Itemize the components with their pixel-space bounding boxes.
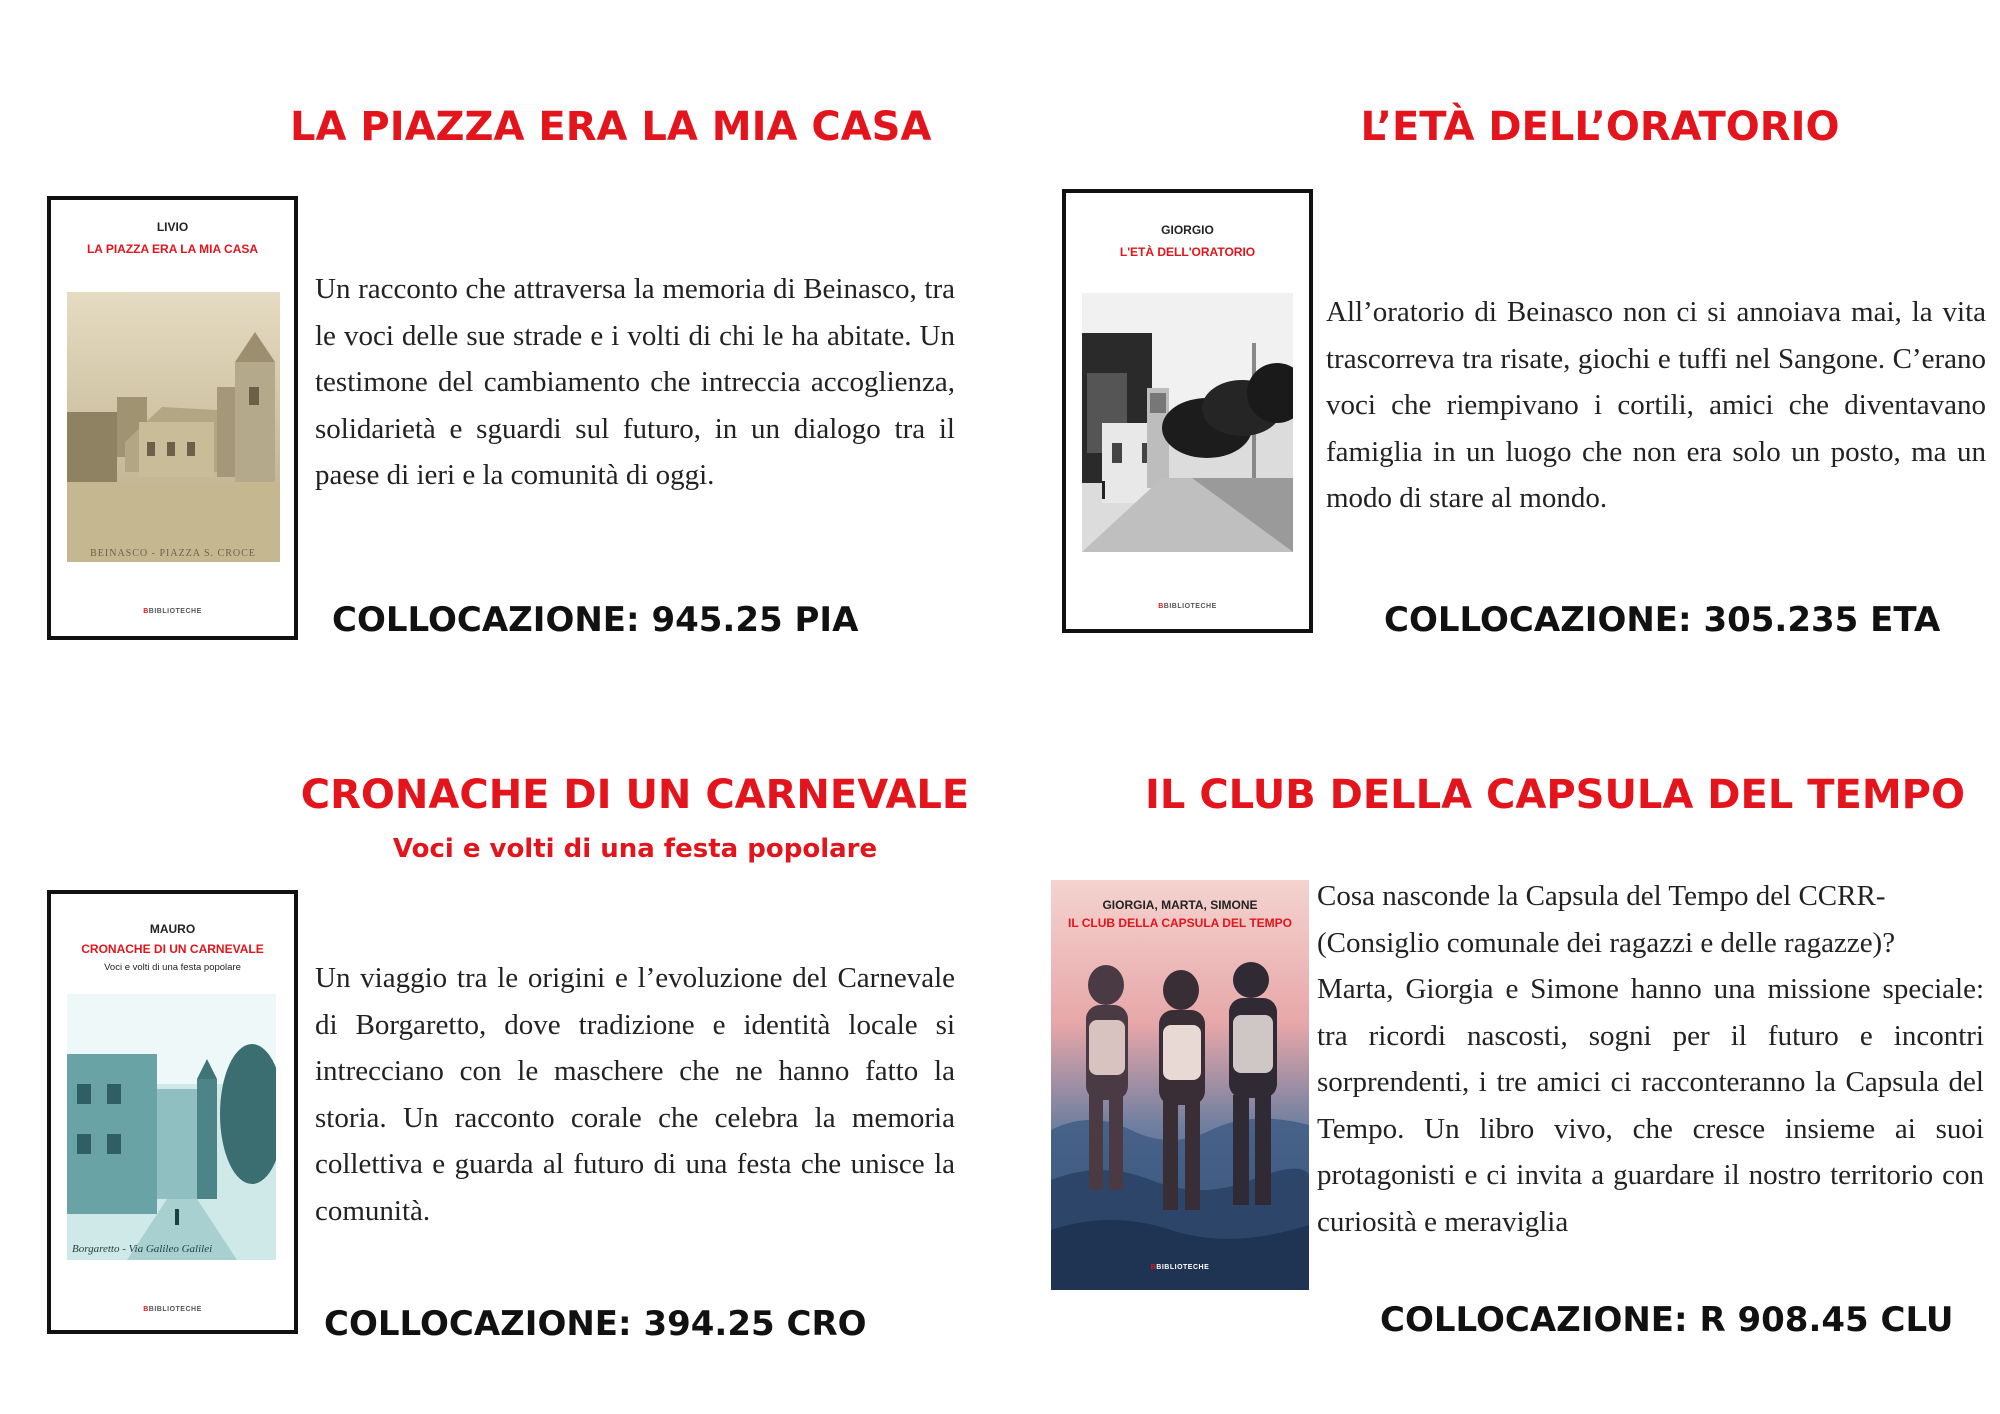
book-description: Un racconto che attraversa la memoria di Beinasco, tra le voci delle sue strade e i volti di chi le ha abitate. Un testimone del cambiamento che intreccia accoglienza, solidarietà e sguardi sul futuro, in un dialogo tra il paese di ieri e la comunità di oggi.: [315, 273, 955, 491]
book-title: L’ETÀ DELL’ORATORIO: [1360, 104, 1840, 150]
book-title: LA PIAZZA ERA LA MIA CASA: [290, 104, 932, 150]
description-paragraph: Marta, Giorgia e Simone hanno una missione speciale: tra ricordi nascosti, sogni per il futuro e incontri sorprendenti, i tre amici ci racconteranno la Capsula del Tempo. Un libro vivo, che cresce insieme ai suoi protagonisti e ci invita a guardare il nostro territorio con curiosità e meraviglia: [1317, 973, 1984, 1238]
collocation-label: COLLOCAZIONE: 945.25 PIA: [332, 600, 859, 640]
svg-text:BEINASCO - PIAZZA S. CROCE: BEINASCO - PIAZZA S. CROCE: [90, 548, 256, 559]
cover-title: CRONACHE DI UN CARNEVALE: [81, 942, 264, 956]
cover-photo: [67, 292, 280, 562]
cover-title: IL CLUB DELLA CAPSULA DEL TEMPO: [1067, 916, 1292, 930]
cover-author: LIVIO: [156, 220, 189, 234]
cover-publisher: BBIBLIOTECHE: [1150, 1264, 1210, 1271]
cover-photo: [1082, 293, 1293, 552]
book-cover: [47, 890, 298, 1334]
book-title: CRONACHE DI UN CARNEVALE: [300, 772, 970, 818]
book-cover: [47, 196, 298, 640]
book-title: IL CLUB DELLA CAPSULA DEL TEMPO: [1145, 772, 1965, 818]
book-cover: [1051, 880, 1309, 1290]
cover-title: L'ETÀ DELL'ORATORIO: [1119, 245, 1256, 259]
cover-author: MAURO: [149, 922, 196, 936]
collocation-label: COLLOCAZIONE: 394.25 CRO: [324, 1304, 867, 1344]
cover-publisher: BBIBLIOTECHE: [1158, 603, 1217, 610]
book-description: [1317, 873, 1984, 1245]
cover-author: GIORGIA, MARTA, SIMONE: [1102, 898, 1258, 912]
cover-subtitle: Voci e volti di una festa popolare: [104, 962, 241, 973]
book-description: Un viaggio tra le origini e l’evoluzione del Carnevale di Borgaretto, dove tradizione e identità locale si intrecciano con le maschere che ne hanno fatto la storia. Un racconto corale che celebra la memoria collettiva e guarda al futuro di una festa che unisce la comunità.: [315, 962, 955, 1227]
svg-text:Borgaretto - Via Galileo Galil: Borgaretto - Via Galileo Galilei: [72, 1243, 213, 1255]
cover-illustration: [1051, 880, 1309, 1290]
cover-publisher: BBIBLIOTECHE: [143, 608, 202, 615]
cover-author: GIORGIO: [1161, 223, 1214, 237]
cover-photo: [67, 994, 276, 1260]
cover-title: LA PIAZZA ERA LA MIA CASA: [86, 242, 259, 256]
collocation-label: COLLOCAZIONE: 305.235 ETA: [1384, 600, 1941, 640]
book-subtitle: Voci e volti di una festa popolare: [392, 834, 878, 864]
book-cover: [1062, 189, 1313, 633]
description-line: (Consiglio comunale dei ragazzi e delle ragazze)?: [1317, 926, 1896, 959]
collocation-label: COLLOCAZIONE: R 908.45 CLU: [1380, 1300, 1954, 1340]
book-description: All’oratorio di Beinasco non ci si annoiava mai, la vita trascorreva tra risate, giochi e tuffi nel Sangone. C’erano voci che riempivano i cortili, amici che diventavano famiglia in un luogo che non era solo un posto, ma un modo di stare al mondo.: [1326, 296, 1986, 514]
cover-publisher: BBIBLIOTECHE: [143, 1306, 202, 1313]
description-line: Cosa nasconde la Capsula del Tempo del CCRR-: [1317, 880, 1886, 912]
